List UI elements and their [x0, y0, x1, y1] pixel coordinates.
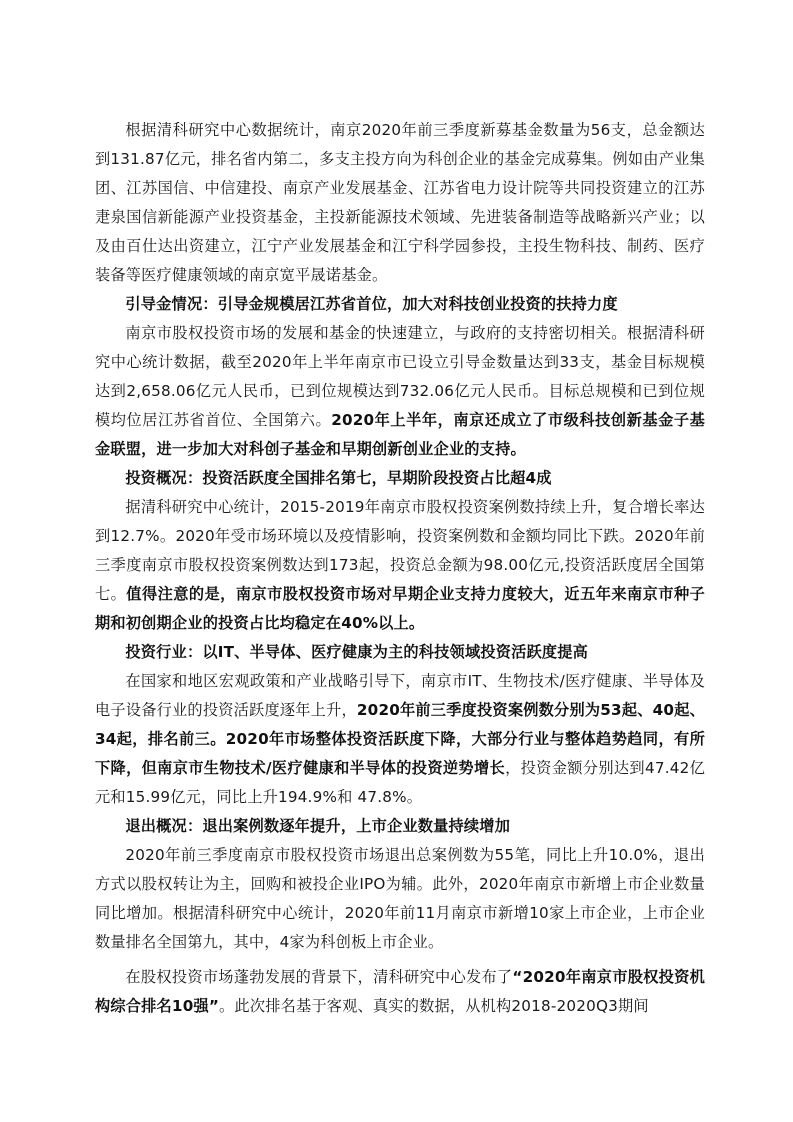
- heading-investment-overview: 投资概况：投资活跃度全国排名第七，早期阶段投资占比超4成: [125, 469, 552, 487]
- paragraph-bold-text: “2020年南京市股权投资机构综合排名10强”: [95, 968, 706, 1015]
- paragraph-bold-text: 2020年前三季度投资案例数分别为53起、40起、34起，排名前三。2020年市场整体投资活跃度下降，大部分行业与整体趋势趋同，有所下降，但南京市生物技术/医疗健康和半导体的投资逆势增长: [95, 701, 705, 777]
- paragraph-text: 在国家和地区宏观政策和产业战略引导下，南京市IT、生物技术/医疗健康、半导体及电子设备行业的投资活跃度逐年上升，: [95, 672, 705, 719]
- paragraph-exit-overview: [95, 841, 705, 957]
- document-body: [95, 116, 705, 1021]
- paragraph-text: 根据清科研究中心数据统计，南京2020年前三季度新募基金数量为56支，总金额达到131.87亿元，排名省内第二，多支主投方向为科创企业的基金完成募集。例如由产业集团、江苏国信、中信建投、南京产业发展基金、江苏省电力设计院等共同投资建立的江苏疌泉国信新能源产业投资基金，主投新能源技术领域、先进装备制造等战略新兴产业；以及由百仕达出资建立，江宁产业发展基金和江宁科学园参投，主投生物科技、制药、医疗装备等医疗健康领域的南京宽平晟诺基金。: [95, 121, 705, 284]
- paragraph-text: ，投资金额分别达到47.42亿元和15.99亿元，同比上升194.9%和 47.8%。: [95, 759, 706, 806]
- paragraph-investment-overview: [95, 493, 705, 638]
- paragraph-ranking-intro: [95, 963, 705, 1021]
- heading-guidance-fund: 引导金情况：引导金规模居江苏省首位，加大对科技创业投资的扶持力度: [125, 295, 618, 313]
- paragraph-text: 。此次排名基于客观、真实的数据，从机构2018-2020Q3期间: [219, 997, 649, 1015]
- paragraph-text: 南京市股权投资市场的发展和基金的快速建立，与政府的支持密切相关。根据清科研究中心统计数据，截至2020年上半年南京市已设立引导金数量达到33支，基金目标规模达到2,658.06亿元人民币，已到位规模达到732.06亿元人民币。目标总规模和已到位规模均位居江苏省首位、全国第六。: [95, 324, 705, 429]
- paragraph-fundraising: [95, 116, 705, 290]
- paragraph-investment-industry: [95, 667, 705, 812]
- heading-exit-overview: 退出概况：退出案例数逐年提升，上市企业数量持续增加: [125, 817, 511, 835]
- paragraph-text: 在股权投资市场蓬勃发展的背景下，清科研究中心发布了: [125, 968, 513, 986]
- paragraph-bold-text: 值得注意的是，南京市股权投资市场对早期企业支持力度较大，近五年来南京市种子期和初创期企业的投资占比均稳定在40%以上。: [95, 585, 705, 632]
- paragraph-text: 据清科研究中心统计，2015-2019年南京市股权投资案例数持续上升，复合增长率达到12.7%。2020年受市场环境以及疫情影响，投资案例数和金额均同比下跌。2020年前三季度南京市股权投资案例数达到173起，投资总金额为98.00亿元,投资活跃度居全国第七。: [95, 498, 705, 603]
- paragraph-text: 2020年前三季度南京市股权投资市场退出总案例数为55笔，同比上升10.0%，退出方式以股权转让为主，回购和被投企业IPO为辅。此外，2020年南京市新增上市企业数量同比增加。根据清科研究中心统计，2020年前11月南京市新增10家上市企业，上市企业数量排名全国第九，其中，4家为科创板上市企业。: [95, 846, 705, 951]
- paragraph-guidance-fund: [95, 319, 705, 464]
- paragraph-bold-text: 2020年上半年，南京还成立了市级科技创新基金子基金联盟，进一步加大对科创子基金和早期创新创业企业的支持。: [95, 411, 705, 458]
- heading-investment-industry: 投资行业：以IT、半导体、医疗健康为主的科技领域投资活跃度提高: [125, 643, 589, 661]
